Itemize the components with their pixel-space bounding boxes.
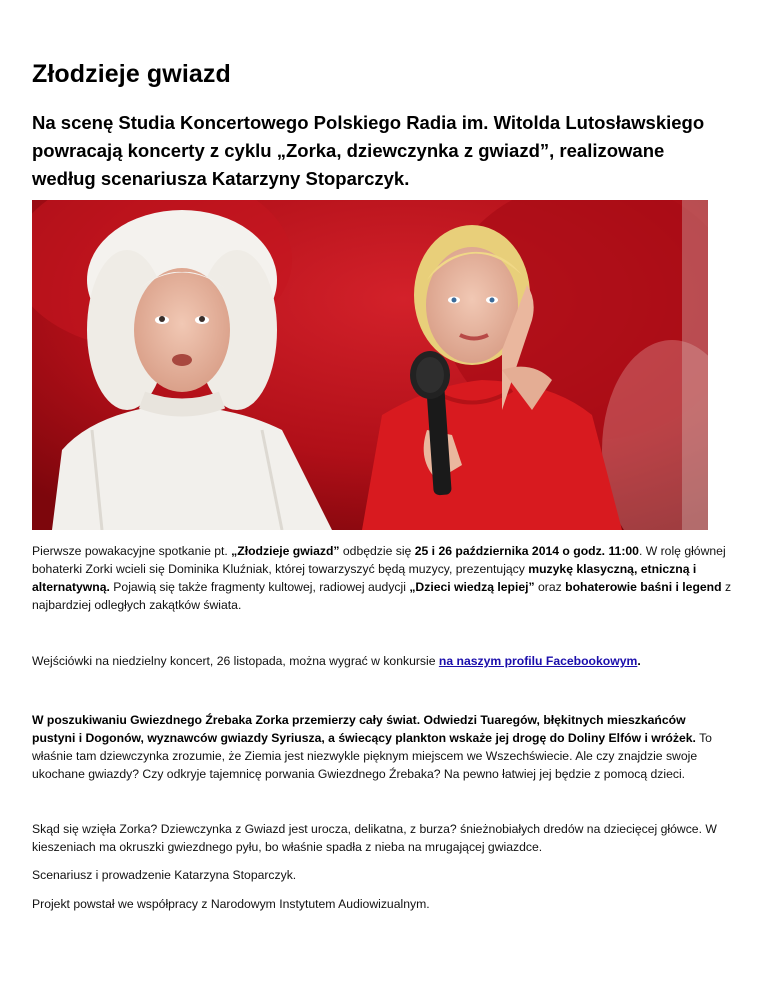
text-span: To właśnie tam dziewczynka zrozumie, że Ziemia jest niezwykle pięknym miejscem we Wszechświecie. Ale czy znajdzie swoje ukochane gwiazdy? Czy odkryje tajemnicę porwania Gwiezdnego Źrebaka? Na pewno łatwiej jej będzie z pomocą dzieci.	[32, 731, 712, 781]
text-span: Pojawią się także fragmenty kultowej, radiowej audycji	[109, 580, 410, 594]
hero-photo	[32, 200, 708, 530]
bold-radio-show: „Dzieci wiedzą lepiej”	[409, 580, 535, 594]
paragraph-zorka: Skąd się wzięła Zorka? Dziewczynka z Gwiazd jest urocza, delikatna, z burza? śnieżnobiałych dredów na dziecięcej główce. W kieszeniach ma okruszki gwiezdnego pyłu, bo właśnie spadła z nieba na mrugającej gwiazdce.	[32, 822, 717, 854]
text-span: . W rolę głównej bohaterki Zorki wcieli się Dominika Kluźniak, której towarzyszyć będą muzycy, prezentujący	[32, 544, 726, 576]
page-title: Złodzieje gwiazd	[32, 60, 231, 88]
text-span: odbędzie się	[339, 544, 415, 558]
lead-paragraph: Na scenę Studia Koncertowego Polskiego Radia im. Witolda Lutosławskiego powracają koncerty z cyklu „Zorka, dziewczynka z gwiazd”, realizowane według scenariusza Katarzyny Stoparczyk.	[32, 112, 705, 189]
bold-title: „Złodzieje gwiazd”	[231, 544, 340, 558]
text-span: oraz	[534, 580, 566, 594]
bold-date: 25 i 26 października 2014 o godz. 11:00	[414, 544, 639, 558]
text-span: z najbardziej odległych zakątków świata.	[32, 580, 732, 612]
paragraph-event	[32, 542, 732, 614]
bold-story-intro: W poszukiwaniu Gwiezdnego Źrebaka Zorka przemierzy cały świat. Odwiedzi Tuaregów, błękitnych mieszkańców pustyni i Dogonów, wyznawców gwiazdy Syriusza, a świecący plankton wskaże jej drogę do Doliny Elfów i wróżek.	[32, 713, 696, 745]
bold-heroes: bohaterowie baśni i legend	[565, 580, 722, 594]
stage-photo-icon	[32, 200, 708, 530]
bold-music-genres: muzykę klasyczną, etniczną i alternatywną.	[32, 562, 697, 594]
text-span: Pierwsze powakacyjne spotkanie pt.	[32, 544, 232, 558]
text-span: .	[637, 654, 641, 668]
paragraph-contest	[32, 652, 732, 670]
facebook-profile-link[interactable]: na naszym profilu Facebookowym	[438, 654, 638, 668]
paragraph-partner: Projekt powstał we współpracy z Narodowym Instytutem Audiowizualnym.	[32, 897, 430, 911]
text-span: Wejściówki na niedzielny koncert, 26 listopada, można wygrać w konkursie	[32, 654, 439, 668]
paragraph-story	[32, 711, 732, 783]
paragraph-script-credit: Scenariusz i prowadzenie Katarzyna Stoparczyk.	[32, 868, 297, 882]
